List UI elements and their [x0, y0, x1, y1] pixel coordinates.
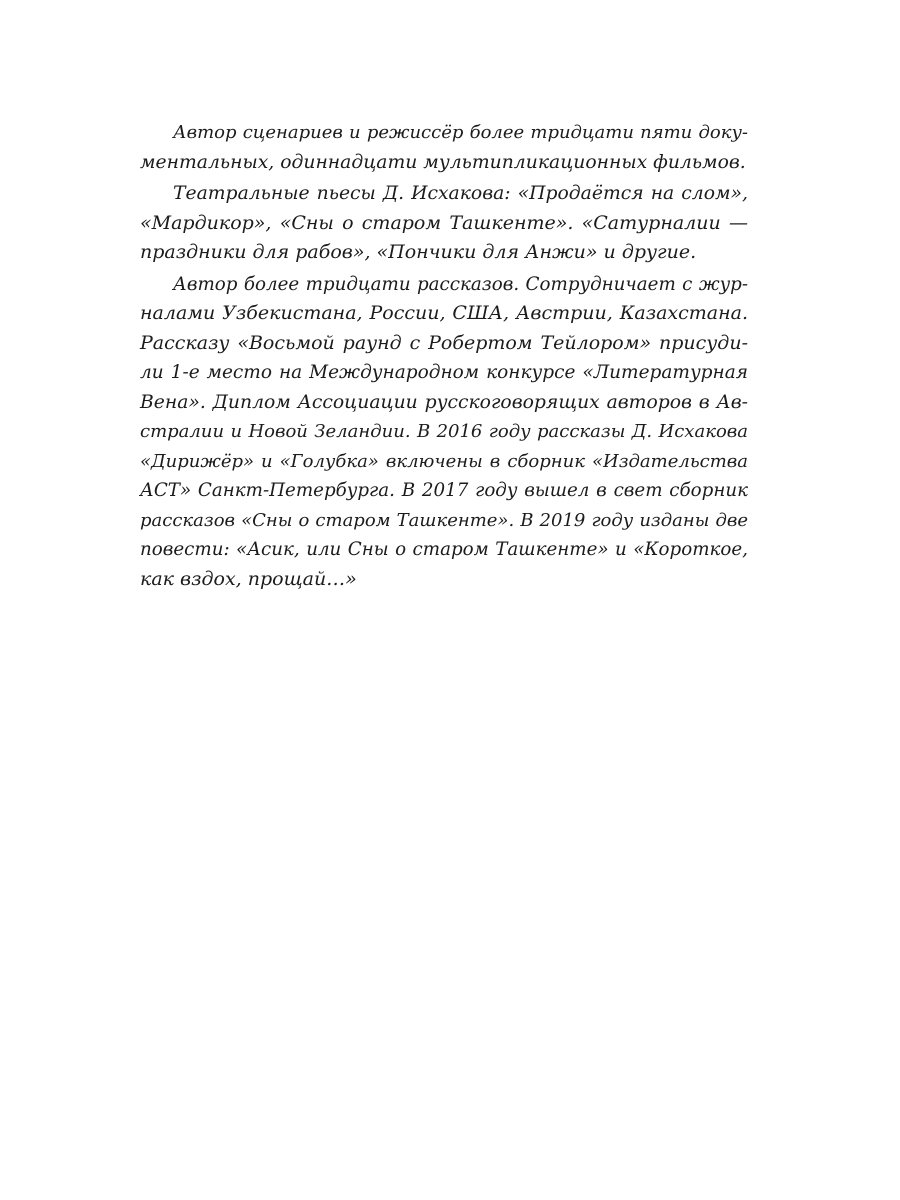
text-line: Вена». Диплом Ассоциации русскоговорящих авторов в Ав- — [140, 391, 748, 413]
text-line: Театральные пьесы Д. Исхакова: «Продаётся на слом», — [173, 183, 748, 204]
text-line: праздники для рабов», «Пончики для Анжи» и другие. — [140, 241, 697, 263]
paragraph-films — [140, 118, 748, 177]
text-line: АСТ» Санкт-Петербурга. В 2017 году вышел в свет сборник — [140, 480, 748, 501]
text-line: «Мардикор», «Сны о старом Ташкенте». «Сатурналии — — [140, 211, 748, 234]
text-line: Автор более тридцати рассказов. Сотрудничает с жур- — [173, 273, 748, 295]
text-line: Автор сценариев и режиссёр более тридцати пяти доку- — [173, 122, 748, 143]
text-line: ментальных, одиннадцати мультипликационных фильмов. — [140, 151, 746, 173]
text-line: «Дирижёр» и «Голубка» включены в сборник «Издательства — [140, 450, 748, 472]
text-line: стралии и Новой Зеландии. В 2016 году рассказы Д. Исхакова — [140, 421, 748, 442]
text-line: налами Узбекистана, России, США, Австрии, Казахстана. — [140, 302, 748, 324]
text-line: повести: «Асик, или Сны о старом Ташкенте» и «Короткое, — [140, 539, 748, 560]
text-line: Рассказу «Восьмой раунд с Робертом Тейлором» присуди- — [140, 331, 748, 354]
text-line: ли 1-е место на Международном конкурсе «Литературная — [140, 362, 748, 383]
author-bio-text — [140, 118, 748, 596]
paragraph-stories — [140, 270, 748, 595]
paragraph-plays — [140, 179, 748, 268]
text-line: рассказов «Сны о старом Ташкенте». В 2019 году изданы две — [140, 509, 748, 531]
text-line: как вздох, прощай…» — [140, 567, 357, 590]
